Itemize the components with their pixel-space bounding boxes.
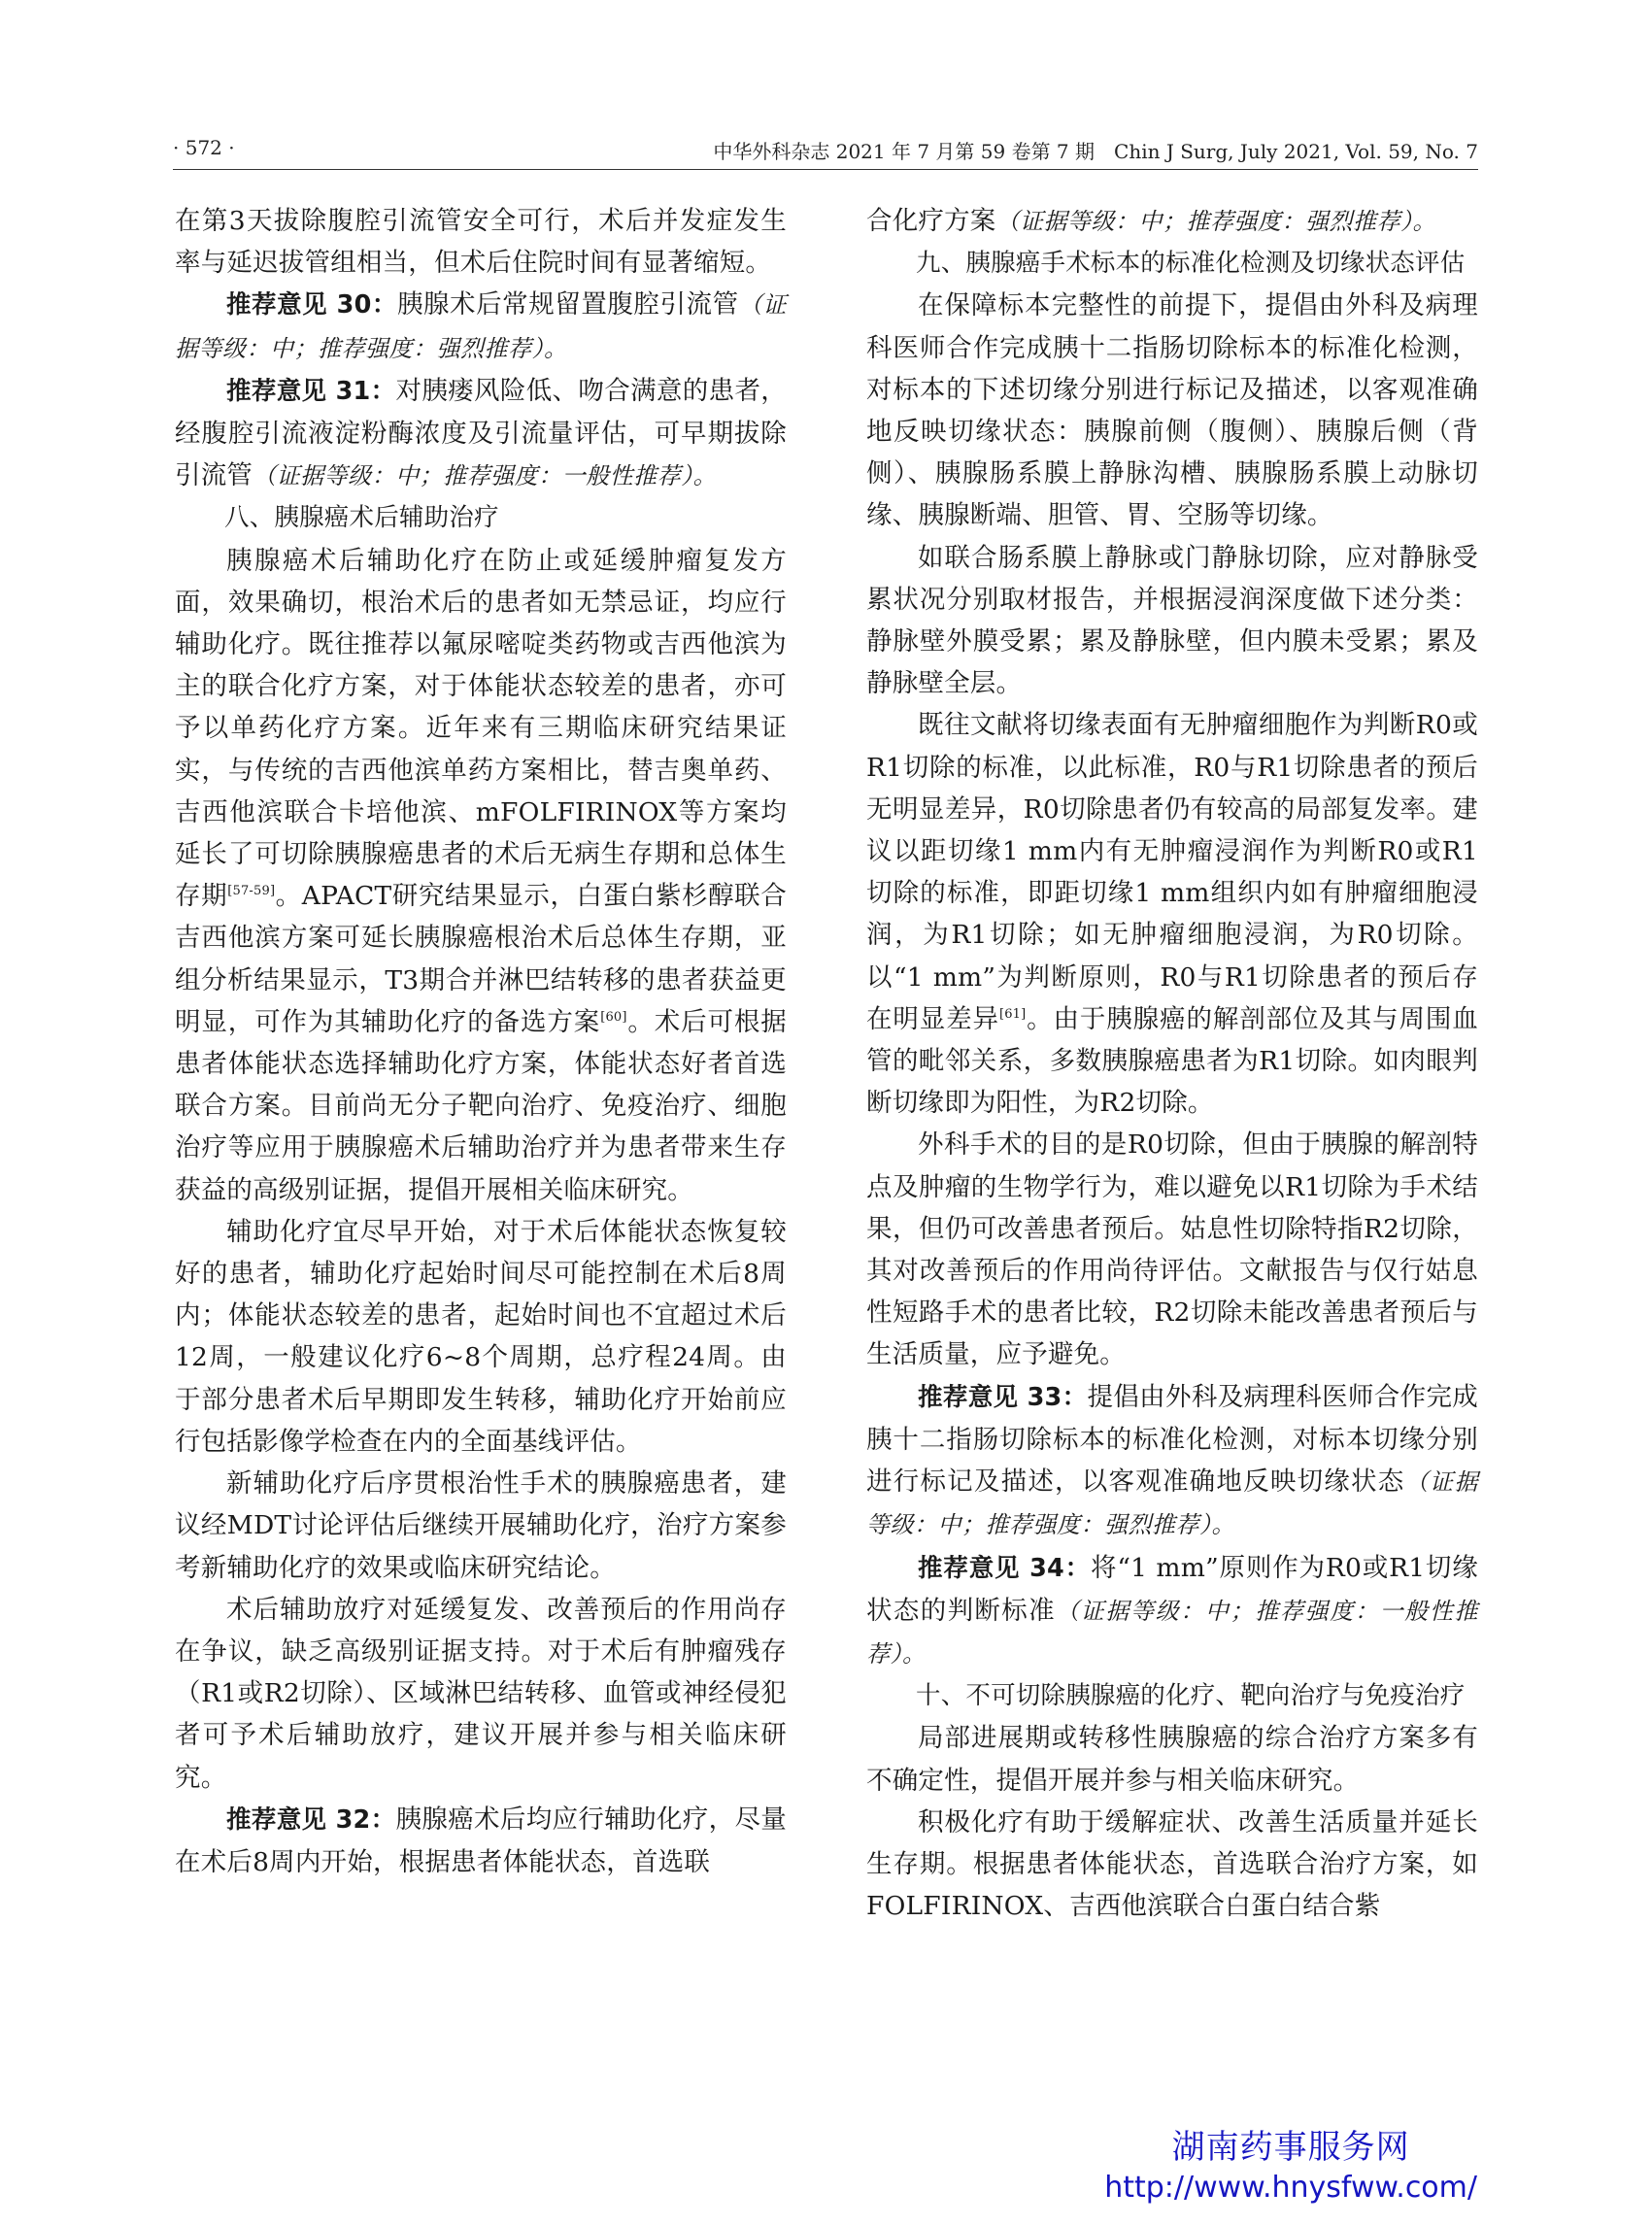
recommendation-label: 推荐意见 30： <box>226 290 397 320</box>
paragraph: 在第3天拔除腹腔引流管安全可行，术后并发症发生率与延迟拔管组相当，但术后住院时间有显著缩短。 <box>175 206 787 279</box>
recommendation-text: 将“1 mm”原则作为R0或R1切缘状态的判断标准 <box>866 1552 1478 1626</box>
watermark <box>1104 2126 1477 2208</box>
recommendation-label: 推荐意见 33： <box>918 1382 1088 1412</box>
section-heading: 十、不可切除胰腺癌的化疗、靶向治疗与免疫治疗 <box>916 1681 1466 1711</box>
paragraph-text: 胰腺癌术后辅助化疗在防止或延缓肿瘤复发方面，效果确切，根治术后的患者如无禁忌证，均应行辅助化疗。既往推荐以氟尿嘧啶类药物或吉西他滨为主的联合化疗方案，对于体能状态较差的患者，亦可予以单药化疗方案。近年来有三期临床研究结果证实，与传统的吉西他滨单药方案相比，替吉奥单药、吉西他滨联合卡培他滨、mFOLFIRINOX等方案均延长了可切除胰腺癌患者的术后无病生存期和总体生存期 <box>175 545 787 912</box>
paragraph: 如联合肠系膜上静脉或门静脉切除，应对静脉受累状况分别取材报告，并根据浸润深度做下述分类：静脉壁外膜受累；累及静脉壁，但内膜未受累；累及静脉壁全层。 <box>866 542 1478 699</box>
evidence-grade: （证据等级：中；推荐强度：一般性推荐）。 <box>253 462 718 490</box>
citation: [60] <box>600 1010 627 1026</box>
paragraph-text: 。由于胰腺癌的解剖部位及其与周围血管的毗邻关系，多数胰腺癌患者为R1切除。如肉眼判断切缘即为阳性，为R2切除。 <box>866 1003 1479 1119</box>
citation: [61] <box>998 1007 1027 1023</box>
evidence-grade: （证据等级：中；推荐强度：强烈推荐）。 <box>866 1468 1479 1539</box>
recommendation-text: 合化疗方案 <box>866 206 996 236</box>
recommendation-text: 胰腺癌术后均应行辅助化疗，尽量在术后8周内开始，根据患者体能状态，首选联 <box>175 1804 788 1877</box>
recommendation-text: 提倡由外科及病理科医师合作完成胰十二指肠切除标本的标准化检测，对标本切缘分别进行标记及描述，以客观准确地反映切缘状态 <box>866 1381 1479 1498</box>
paragraph: 外科手术的目的是R0切除，但由于胰腺的解剖特点及肿瘤的生物学行为，难以避免以R1切除为手术结果，但仍可改善患者预后。姑息性切除特指R2切除，其对改善预后的作用尚待评估。文献报告与仅行姑息性短路手术的患者比较，R2切除未能改善患者预后与生活质量，应予避免。 <box>866 1129 1478 1370</box>
recommendation-text: 对胰瘘风险低、吻合满意的患者，经腹腔引流液淀粉酶浓度及引流量评估，可早期拔除引流管 <box>175 375 788 491</box>
paragraph: 局部进展期或转移性胰腺癌的综合治疗方案多有不确定性，提倡开展并参与相关临床研究。 <box>866 1723 1478 1796</box>
section-heading: 八、胰腺癌术后辅助治疗 <box>224 503 499 533</box>
recommendation-34 <box>866 1547 1478 1676</box>
recommendation-30 <box>175 284 787 369</box>
watermark-name: 湖南药事服务网 <box>1171 2128 1410 2167</box>
paragraph <box>866 704 1478 1124</box>
running-head: 中华外科杂志 2021 年 7 月第 59 卷第 7 期 Chin J Surg, July 2021, Vol. 59, No. 7 <box>713 140 1478 163</box>
paragraph: 积极化疗有助于缓解症状、改善生活质量并延长生存期。根据患者体能状态，首选联合治疗方案，如FOLFIRINOX、吉西他滨联合白蛋白结合紫 <box>866 1806 1478 1922</box>
recommendation-31 <box>175 370 787 498</box>
paragraph: 术后辅助放疗对延缓复发、改善预后的作用尚存在争议，缺乏高级别证据支持。对于术后有肿瘤残存（R1或R2切除）、区域淋巴结转移、血管或神经侵犯者可予术后辅助放疗，建议开展并参与相关临床研究。 <box>175 1594 787 1793</box>
paragraph: 在保障标本完整性的前提下，提倡由外科及病理科医师合作完成胰十二指肠切除标本的标准化检测，对标本的下述切缘分别进行标记及描述，以客观准确地反映切缘状态：胰腺前侧（腹侧）、胰腺后侧（背侧）、胰腺肠系膜上静脉沟槽、胰腺肠系膜上动脉切缘、胰腺断端、胆管、胃、空肠等切缘。 <box>866 290 1478 531</box>
evidence-grade: （证据等级：中；推荐强度：强烈推荐）。 <box>175 291 788 362</box>
paragraph: 新辅助化疗后序贯根治性手术的胰腺癌患者，建议经MDT讨论评估后继续开展辅助化疗，治疗方案参考新辅助化疗的效果或临床研究结论。 <box>175 1468 787 1583</box>
evidence-grade: （证据等级：中；推荐强度：强烈推荐）。 <box>995 208 1436 235</box>
citation: [57-59] <box>227 884 276 899</box>
section-heading: 九、胰腺癌手术标本的标准化检测及切缘状态评估 <box>916 249 1466 279</box>
paragraph <box>175 540 787 1211</box>
recommendation-32 <box>175 1799 787 1883</box>
page-number: · 572 · <box>173 136 235 159</box>
left-column <box>175 200 787 1883</box>
recommendation-label: 推荐意见 31： <box>226 376 396 406</box>
recommendation-label: 推荐意见 32： <box>226 1804 396 1835</box>
recommendation-32-continued <box>866 200 1478 243</box>
paragraph-text: 。术后可根据患者体能状态选择辅助化疗方案，体能状态好者首选联合方案。目前尚无分子靶向治疗、免疫治疗、细胞治疗等应用于胰腺癌术后辅助治疗并为患者带来生存获益的高级别证据，提倡开展相关临床研究。 <box>175 1006 788 1205</box>
paragraph-text: 。APACT研究结果显示，白蛋白紫杉醇联合吉西他滨方案可延长胰腺癌根治术后总体生存期，亚组分析结果显示，T3期合并淋巴结转移的患者获益更明显，可作为其辅助化疗的备选方案 <box>175 881 787 1037</box>
recommendation-33 <box>866 1376 1478 1547</box>
right-column <box>866 200 1478 1927</box>
recommendation-text: 胰腺术后常规留置腹腔引流管 <box>396 289 739 320</box>
recommendation-label: 推荐意见 34： <box>918 1553 1091 1583</box>
evidence-grade: （证据等级：中；推荐强度：一般性推荐）。 <box>866 1597 1478 1668</box>
page-header <box>173 130 1478 170</box>
paragraph: 辅助化疗宜尽早开始，对于术后体能状态恢复较好的患者，辅助化疗起始时间尽可能控制在术后8周内；体能状态较差的患者，起始时间也不宜超过术后12周，一般建议化疗6~8个周期，总疗程24周。由于部分患者术后早期即发生转移，辅助化疗开始前应行包括影像学检查在内的全面基线评估。 <box>175 1216 787 1457</box>
watermark-url: http://www.hnysfww.com/ <box>1104 2171 1477 2205</box>
paragraph-text: 既往文献将切缘表面有无肿瘤细胞作为判断R0或R1切除的标准，以此标准，R0与R1切除患者的预后无明显差异，R0切除患者仍有较高的局部复发率。建议以距切缘1 mm内有无肿瘤浸润作为判断R0或R1切除的标准，即距切缘1 mm组织内如有肿瘤细胞浸润，为R1切除；如无肿瘤细胞浸润，为R0切除。以“1 mm”为判断原则，R0与R1切除患者的预后存在明显差异 <box>866 710 1478 1034</box>
